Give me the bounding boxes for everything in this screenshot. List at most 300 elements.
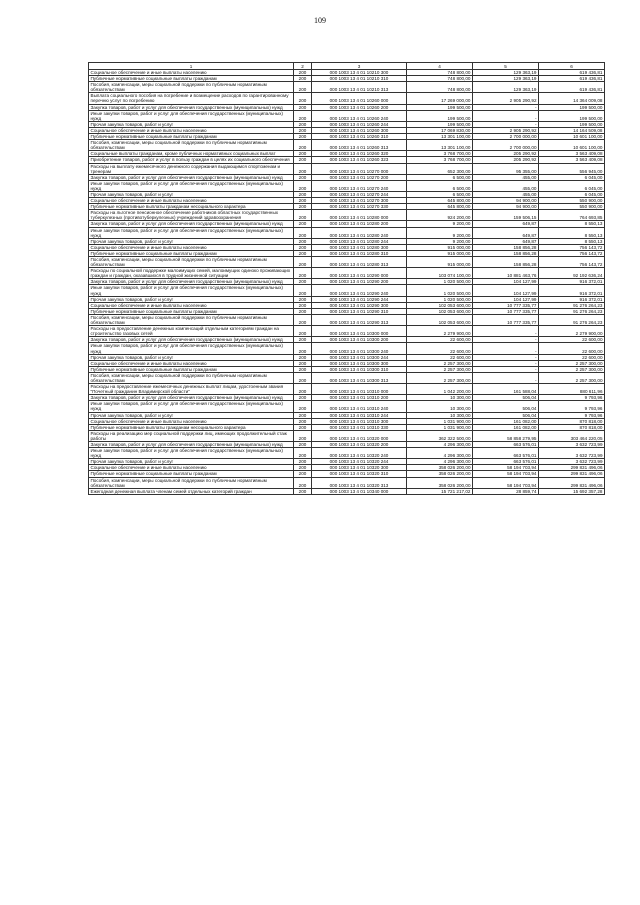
table-row	[89, 459, 605, 465]
row-ved-cell: 200	[294, 134, 312, 140]
row-remaining-cell: 9 793,96	[539, 412, 605, 418]
row-name-cell: Социальное обеспечение и иные выплаты населению	[89, 418, 294, 424]
row-name-cell: Пособия, компенсации, меры социальной поддержки по публичным нормативным обязательствам	[89, 477, 294, 488]
row-ved-cell: 200	[294, 354, 312, 360]
row-approved-cell: 645 800,00	[407, 198, 473, 204]
row-approved-cell: 1 042 200,00	[407, 384, 473, 395]
row-ved-cell: 200	[294, 285, 312, 296]
row-code-cell: 000 1003 13 4 01 10260 240	[312, 110, 407, 121]
row-code-cell: 000 1003 13 4 01 10270 200	[312, 174, 407, 180]
row-name-cell: Социальное обеспечение и иные выплаты населению	[89, 465, 294, 471]
row-name-cell: Расходы на выплату ежемесячного денежного содержания выдающимся спортсменам и тренерам	[89, 163, 294, 174]
row-code-cell: 000 1003 13 4 01 10290 313	[312, 314, 407, 325]
table-row	[89, 412, 605, 418]
row-approved-cell: 2 257 300,00	[407, 366, 473, 372]
table-row	[89, 127, 605, 133]
row-ved-cell: 200	[294, 488, 312, 494]
row-remaining-cell: 9 793,96	[539, 395, 605, 401]
row-code-cell: 000 1003 13 4 01 10260 310	[312, 134, 407, 140]
row-remaining-cell: 916 372,01	[539, 296, 605, 302]
row-remaining-cell: 6 045,00	[539, 191, 605, 197]
row-code-cell: 000 1003 13 4 01 10340 000	[312, 488, 407, 494]
row-executed-cell: 161 588,04	[473, 384, 539, 395]
row-ved-cell: 200	[294, 459, 312, 465]
row-name-cell: Социальное обеспечение и иные выплаты населению	[89, 70, 294, 76]
row-remaining-cell: 22 600,00	[539, 343, 605, 354]
table-row	[89, 384, 605, 395]
row-remaining-cell: 14 164 509,08	[539, 127, 605, 133]
row-ved-cell: 200	[294, 76, 312, 82]
table-row	[89, 302, 605, 308]
table-row	[89, 198, 605, 204]
row-approved-cell: 4 296 300,00	[407, 459, 473, 465]
row-approved-cell: 358 026 200,00	[407, 471, 473, 477]
row-name-cell: Закупка товаров, работ и услуг для обеспечения государственных (муниципальных) нужд	[89, 174, 294, 180]
table-row	[89, 191, 605, 197]
row-executed-cell: 663 576,01	[473, 442, 539, 448]
row-executed-cell: -	[473, 372, 539, 383]
row-ved-cell: 200	[294, 395, 312, 401]
table-row	[89, 442, 605, 448]
row-remaining-cell: 916 372,01	[539, 279, 605, 285]
table-row	[89, 140, 605, 151]
table-body	[89, 70, 605, 495]
row-approved-cell: 2 257 300,00	[407, 372, 473, 383]
row-name-cell: Прочая закупка товаров, работ и услуг	[89, 238, 294, 244]
row-name-cell: Публичные нормативные социальные выплаты гражданам	[89, 250, 294, 256]
row-name-cell: Закупка товаров, работ и услуг для обеспечения государственных (муниципальных) нужд	[89, 442, 294, 448]
row-name-cell: Иные закупки товаров, работ и услуг для обеспечения государственных (муниципальных) нужд	[89, 448, 294, 459]
row-name-cell: Иные закупки товаров, работ и услуг для обеспечения государственных (муниципальных) нужд	[89, 180, 294, 191]
row-executed-cell: 129 363,19	[473, 76, 539, 82]
row-remaining-cell: 91 276 264,23	[539, 308, 605, 314]
row-ved-cell: 200	[294, 477, 312, 488]
row-approved-cell: 915 000,00	[407, 244, 473, 250]
row-approved-cell: 4 296 300,00	[407, 442, 473, 448]
row-code-cell: 000 1003 13 4 01 10210 300	[312, 70, 407, 76]
row-code-cell: 000 1003 13 4 01 10310 244	[312, 412, 407, 418]
budget-execution-table	[88, 62, 605, 495]
row-ved-cell: 200	[294, 180, 312, 191]
row-name-cell: Расходы на льготное пенсионное обеспечение работников областных государственных туберкулезных (противотуберкулезных) учреждений здравоохранения	[89, 210, 294, 221]
row-remaining-cell: 8 550,13	[539, 221, 605, 227]
table-row	[89, 163, 605, 174]
row-code-cell: 000 1003 13 4 01 10260 244	[312, 121, 407, 127]
row-code-cell: 000 1003 13 4 01 10270 000	[312, 163, 407, 174]
row-executed-cell: 159 506,15	[473, 210, 539, 221]
row-name-cell: Прочая закупка товаров, работ и услуг	[89, 296, 294, 302]
row-name-cell: Закупка товаров, работ и услуг для обеспечения государственных (муниципальных) нужд	[89, 104, 294, 110]
row-approved-cell: 199 500,00	[407, 110, 473, 121]
table-row	[89, 82, 605, 93]
table-row	[89, 110, 605, 121]
row-code-cell: 000 1003 13 4 01 10260 300	[312, 127, 407, 133]
row-approved-cell: 13 301 100,00	[407, 140, 473, 151]
row-name-cell: Публичные нормативные социальные выплаты гражданам	[89, 366, 294, 372]
row-remaining-cell: 2 257 300,00	[539, 372, 605, 383]
row-approved-cell: 17 269 000,00	[407, 93, 473, 104]
row-remaining-cell: 870 818,00	[539, 424, 605, 430]
row-code-cell: 000 1003 13 4 01 10260 000	[312, 93, 407, 104]
row-code-cell: 000 1003 13 4 01 10300 300	[312, 360, 407, 366]
row-executed-cell: 104 127,99	[473, 296, 539, 302]
row-approved-cell: 9 200,00	[407, 238, 473, 244]
row-code-cell: 000 1003 13 4 01 10290 200	[312, 279, 407, 285]
row-ved-cell: 200	[294, 430, 312, 441]
row-ved-cell: 200	[294, 372, 312, 383]
row-name-cell: Публичные нормативные социальные выплаты гражданам	[89, 76, 294, 82]
row-name-cell: Пособия, компенсации, меры социальной поддержки по публичным нормативным обязательствам	[89, 140, 294, 151]
row-code-cell: 000 1003 13 4 01 10210 310	[312, 76, 407, 82]
row-executed-cell: 104 127,99	[473, 279, 539, 285]
row-code-cell: 000 1003 13 4 01 10310 240	[312, 401, 407, 412]
table-row	[89, 250, 605, 256]
row-executed-cell: 58 194 703,94	[473, 477, 539, 488]
row-code-cell: 000 1003 13 4 01 10270 330	[312, 204, 407, 210]
row-ved-cell: 200	[294, 121, 312, 127]
row-approved-cell: 9 200,00	[407, 221, 473, 227]
row-ved-cell: 200	[294, 448, 312, 459]
row-approved-cell: 199 500,00	[407, 121, 473, 127]
row-remaining-cell: 880 611,96	[539, 384, 605, 395]
row-ved-cell: 200	[294, 337, 312, 343]
row-code-cell: 000 1003 13 4 01 10260 320	[312, 151, 407, 157]
row-executed-cell: 58 858 279,95	[473, 430, 539, 441]
row-executed-cell: 649,87	[473, 227, 539, 238]
row-executed-cell: 205 290,92	[473, 151, 539, 157]
row-remaining-cell: 3 563 409,08	[539, 157, 605, 163]
page-number: 109	[314, 16, 326, 25]
table-row	[89, 424, 605, 430]
table-row	[89, 221, 605, 227]
row-executed-cell: 205 290,92	[473, 157, 539, 163]
row-approved-cell: 1 031 900,00	[407, 424, 473, 430]
table-row	[89, 401, 605, 412]
row-remaining-cell: 3 632 723,99	[539, 448, 605, 459]
row-code-cell: 000 1003 13 4 01 10300 313	[312, 372, 407, 383]
row-code-cell: 000 1003 13 4 01 10290 244	[312, 296, 407, 302]
row-approved-cell: 915 000,00	[407, 250, 473, 256]
row-ved-cell: 200	[294, 302, 312, 308]
row-code-cell: 000 1003 13 4 01 10260 313	[312, 140, 407, 151]
row-approved-cell: 1 031 900,00	[407, 418, 473, 424]
column-header: 6	[539, 63, 605, 70]
row-code-cell: 000 1003 13 4 01 10280 244	[312, 238, 407, 244]
row-remaining-cell: 14 364 009,08	[539, 93, 605, 104]
row-approved-cell: 22 600,00	[407, 354, 473, 360]
row-executed-cell: 158 856,28	[473, 250, 539, 256]
row-executed-cell: 94 900,00	[473, 204, 539, 210]
row-ved-cell: 200	[294, 198, 312, 204]
row-ved-cell: 200	[294, 93, 312, 104]
row-ved-cell: 200	[294, 401, 312, 412]
row-executed-cell: 455,00	[473, 174, 539, 180]
row-remaining-cell: 91 276 264,23	[539, 302, 605, 308]
row-remaining-cell: 3 563 409,08	[539, 151, 605, 157]
row-ved-cell: 200	[294, 366, 312, 372]
row-ved-cell: 200	[294, 227, 312, 238]
row-remaining-cell: 9 793,96	[539, 401, 605, 412]
row-code-cell: 000 1003 13 4 01 10280 200	[312, 221, 407, 227]
table-row	[89, 448, 605, 459]
row-approved-cell: 9 200,00	[407, 227, 473, 238]
row-name-cell: Расходы на предоставление ежемесячных денежных выплат лицам, удостоенным звания "Почетный гражданин Владимирской области"	[89, 384, 294, 395]
row-ved-cell: 200	[294, 471, 312, 477]
row-approved-cell: 2 257 300,00	[407, 360, 473, 366]
table-row	[89, 285, 605, 296]
row-remaining-cell: 199 500,00	[539, 104, 605, 110]
row-ved-cell: 200	[294, 308, 312, 314]
column-header: 4	[407, 63, 473, 70]
row-ved-cell: 200	[294, 110, 312, 121]
row-remaining-cell: 764 693,85	[539, 210, 605, 221]
row-executed-cell: 104 127,99	[473, 285, 539, 296]
row-ved-cell: 200	[294, 104, 312, 110]
row-approved-cell: 645 800,00	[407, 204, 473, 210]
row-remaining-cell: 6 045,00	[539, 180, 605, 191]
row-approved-cell: 924 200,00	[407, 210, 473, 221]
row-ved-cell: 200	[294, 174, 312, 180]
table-row	[89, 70, 605, 76]
row-approved-cell: 13 301 100,00	[407, 134, 473, 140]
row-ved-cell: 200	[294, 424, 312, 430]
row-approved-cell: 6 500,00	[407, 180, 473, 191]
row-remaining-cell: 619 436,81	[539, 76, 605, 82]
row-code-cell: 000 1003 13 4 01 10320 244	[312, 459, 407, 465]
row-approved-cell: 358 026 200,00	[407, 465, 473, 471]
row-remaining-cell: 3 632 723,99	[539, 442, 605, 448]
row-remaining-cell: 3 632 723,99	[539, 459, 605, 465]
row-remaining-cell: 556 945,00	[539, 163, 605, 174]
row-ved-cell: 200	[294, 412, 312, 418]
row-ved-cell: 200	[294, 221, 312, 227]
row-code-cell: 000 1003 13 4 01 10300 244	[312, 354, 407, 360]
row-code-cell: 000 1003 13 4 01 10310 200	[312, 395, 407, 401]
row-code-cell: 000 1003 13 4 01 10280 310	[312, 250, 407, 256]
row-approved-cell: 748 800,00	[407, 76, 473, 82]
table-row	[89, 418, 605, 424]
row-name-cell: Прочая закупка товаров, работ и услуг	[89, 459, 294, 465]
row-name-cell: Пособия, компенсации, меры социальной поддержки по публичным нормативным обязательствам	[89, 314, 294, 325]
row-executed-cell: 649,87	[473, 238, 539, 244]
row-name-cell: Иные закупки товаров, работ и услуг для обеспечения государственных (муниципальных) нужд	[89, 343, 294, 354]
row-name-cell: Публичные нормативные выплаты гражданам несоциального характера	[89, 204, 294, 210]
row-executed-cell: 10 777 335,77	[473, 308, 539, 314]
row-executed-cell: 158 856,28	[473, 244, 539, 250]
row-remaining-cell: 22 600,00	[539, 354, 605, 360]
row-remaining-cell: 22 600,00	[539, 337, 605, 343]
row-name-cell: Иные закупки товаров, работ и услуг для обеспечения государственных (муниципальных) нужд	[89, 401, 294, 412]
row-executed-cell: -	[473, 366, 539, 372]
row-remaining-cell: 6 045,00	[539, 174, 605, 180]
row-approved-cell: 22 600,00	[407, 343, 473, 354]
row-remaining-cell: 299 831 496,06	[539, 465, 605, 471]
row-remaining-cell: 756 143,72	[539, 257, 605, 268]
row-name-cell: Ежегодная денежная выплата членам семей отдельных категорий граждан	[89, 488, 294, 494]
table-row	[89, 227, 605, 238]
row-remaining-cell: 8 550,13	[539, 227, 605, 238]
table-row	[89, 180, 605, 191]
row-executed-cell: 506,04	[473, 401, 539, 412]
row-name-cell: Прочая закупка товаров, работ и услуг	[89, 412, 294, 418]
row-approved-cell: 103 074 100,00	[407, 268, 473, 279]
row-executed-cell: 94 900,00	[473, 198, 539, 204]
row-ved-cell: 200	[294, 244, 312, 250]
table-row	[89, 210, 605, 221]
row-ved-cell: 200	[294, 191, 312, 197]
row-ved-cell: 200	[294, 250, 312, 256]
row-executed-cell: 10 881 463,76	[473, 268, 539, 279]
table-row	[89, 308, 605, 314]
row-remaining-cell: 199 500,00	[539, 110, 605, 121]
row-remaining-cell: 756 143,72	[539, 250, 605, 256]
row-remaining-cell: 2 257 300,00	[539, 366, 605, 372]
row-remaining-cell: 303 464 220,05	[539, 430, 605, 441]
row-name-cell: Пособия, компенсации, меры социальной поддержки по публичным нормативным обязательствам	[89, 257, 294, 268]
table-row	[89, 134, 605, 140]
row-executed-cell: 2 700 000,00	[473, 134, 539, 140]
row-remaining-cell: 91 276 264,23	[539, 314, 605, 325]
row-name-cell: Публичные нормативные социальные выплаты гражданам	[89, 308, 294, 314]
row-code-cell: 000 1003 13 4 01 10300 000	[312, 326, 407, 337]
row-remaining-cell: 756 143,72	[539, 244, 605, 250]
row-ved-cell: 200	[294, 314, 312, 325]
row-executed-cell: 28 859,74	[473, 488, 539, 494]
row-code-cell: 000 1003 13 4 01 10300 310	[312, 366, 407, 372]
row-executed-cell: -	[473, 104, 539, 110]
row-name-cell: Приобретение товаров, работ и услуг в пользу граждан в целях их социального обеспечения	[89, 157, 294, 163]
row-code-cell: 000 1003 13 4 01 10260 200	[312, 104, 407, 110]
row-approved-cell: 10 300,00	[407, 401, 473, 412]
row-ved-cell: 200	[294, 384, 312, 395]
row-name-cell: Социальное обеспечение и иные выплаты населению	[89, 360, 294, 366]
row-code-cell: 000 1003 13 4 01 10290 240	[312, 285, 407, 296]
row-remaining-cell: 550 900,00	[539, 198, 605, 204]
row-code-cell: 000 1003 13 4 01 10290 000	[312, 268, 407, 279]
row-name-cell: Публичные нормативные социальные выплаты гражданам	[89, 471, 294, 477]
row-executed-cell: 10 777 335,77	[473, 314, 539, 325]
row-executed-cell: 129 363,19	[473, 82, 539, 93]
row-name-cell: Социальные выплаты гражданам, кроме публичных нормативных социальных выплат	[89, 151, 294, 157]
row-approved-cell: 748 800,00	[407, 70, 473, 76]
row-executed-cell: 129 363,19	[473, 70, 539, 76]
row-executed-cell: 2 905 290,92	[473, 93, 539, 104]
row-ved-cell: 200	[294, 82, 312, 93]
row-code-cell: 000 1003 13 4 01 10310 330	[312, 424, 407, 430]
row-code-cell: 000 1003 13 4 01 10320 313	[312, 477, 407, 488]
row-approved-cell: 748 800,00	[407, 82, 473, 93]
table-row	[89, 314, 605, 325]
row-name-cell: Пособия, компенсации, меры социальной поддержки по публичным нормативным обязательствам	[89, 82, 294, 93]
row-ved-cell: 200	[294, 157, 312, 163]
row-ved-cell: 200	[294, 151, 312, 157]
row-executed-cell: 58 194 703,94	[473, 471, 539, 477]
row-remaining-cell: 916 372,01	[539, 285, 605, 296]
table-row	[89, 257, 605, 268]
row-name-cell: Социальное обеспечение и иные выплаты населению	[89, 127, 294, 133]
row-name-cell: Пособия, компенсации, меры социальной поддержки по публичным нормативным обязательствам	[89, 372, 294, 383]
row-ved-cell: 200	[294, 279, 312, 285]
row-approved-cell: 652 300,00	[407, 163, 473, 174]
row-executed-cell: 161 082,00	[473, 418, 539, 424]
row-code-cell: 000 1003 13 4 01 10290 300	[312, 302, 407, 308]
row-code-cell: 000 1003 13 4 01 10280 300	[312, 244, 407, 250]
row-name-cell: Публичные нормативные социальные выплаты гражданам	[89, 134, 294, 140]
table-row	[89, 326, 605, 337]
row-code-cell: 000 1003 13 4 01 10280 240	[312, 227, 407, 238]
row-executed-cell: -	[473, 121, 539, 127]
row-code-cell: 000 1003 13 4 01 10320 300	[312, 465, 407, 471]
table-row	[89, 268, 605, 279]
row-remaining-cell: 2 257 300,00	[539, 360, 605, 366]
column-header: 5	[473, 63, 539, 70]
row-name-cell: Расходы на предоставление денежных компенсаций отдельным категориям граждан на строительство газовых сетей	[89, 326, 294, 337]
row-name-cell: Социальное обеспечение и иные выплаты населению	[89, 198, 294, 204]
table-row	[89, 279, 605, 285]
row-executed-cell: 161 082,00	[473, 424, 539, 430]
row-executed-cell: 506,04	[473, 395, 539, 401]
row-executed-cell: 2 700 000,00	[473, 140, 539, 151]
row-name-cell: Публичные нормативные выплаты гражданам несоциального характера	[89, 424, 294, 430]
table-row	[89, 157, 605, 163]
table-row	[89, 477, 605, 488]
row-name-cell: Прочая закупка товаров, работ и услуг	[89, 354, 294, 360]
row-executed-cell: -	[473, 110, 539, 121]
table-row	[89, 465, 605, 471]
table-row	[89, 488, 605, 494]
row-executed-cell: 663 576,01	[473, 448, 539, 459]
row-code-cell: 000 1003 13 4 01 10270 244	[312, 191, 407, 197]
row-approved-cell: 1 020 500,00	[407, 285, 473, 296]
table-row	[89, 204, 605, 210]
row-name-cell: Прочая закупка товаров, работ и услуг	[89, 121, 294, 127]
row-approved-cell: 3 768 700,00	[407, 157, 473, 163]
row-code-cell: 000 1003 13 4 01 10310 300	[312, 418, 407, 424]
table-row	[89, 93, 605, 104]
row-ved-cell: 200	[294, 140, 312, 151]
column-header: 2	[294, 63, 312, 70]
row-executed-cell: 95 355,00	[473, 163, 539, 174]
row-approved-cell: 6 500,00	[407, 191, 473, 197]
row-remaining-cell: 619 436,81	[539, 70, 605, 76]
row-name-cell: Социальное обеспечение и иные выплаты населению	[89, 302, 294, 308]
row-ved-cell: 200	[294, 257, 312, 268]
row-code-cell: 000 1003 13 4 01 10320 240	[312, 448, 407, 459]
row-remaining-cell: 15 692 357,28	[539, 488, 605, 494]
table-row	[89, 174, 605, 180]
row-code-cell: 000 1003 13 4 01 10320 000	[312, 430, 407, 441]
row-executed-cell: -	[473, 360, 539, 366]
row-executed-cell: 10 777 335,77	[473, 302, 539, 308]
row-name-cell: Расходы на реализацию мер социальной поддержки лиц, имеющих продолжительный стаж работы	[89, 430, 294, 441]
table-row	[89, 238, 605, 244]
row-remaining-cell: 870 818,00	[539, 418, 605, 424]
table-row	[89, 471, 605, 477]
row-code-cell: 000 1003 13 4 01 10310 000	[312, 384, 407, 395]
row-name-cell: Выплата социального пособия на погребение и возмещение расходов по гарантированному перечню услуг по погребению	[89, 93, 294, 104]
row-name-cell: Иные закупки товаров, работ и услуг для обеспечения государственных (муниципальных) нужд	[89, 285, 294, 296]
row-executed-cell: -	[473, 354, 539, 360]
row-executed-cell: 649,87	[473, 221, 539, 227]
row-code-cell: 000 1003 13 4 01 10320 200	[312, 442, 407, 448]
row-code-cell: 000 1003 13 4 01 10280 000	[312, 210, 407, 221]
row-approved-cell: 4 296 300,00	[407, 448, 473, 459]
row-ved-cell: 200	[294, 326, 312, 337]
row-ved-cell: 200	[294, 296, 312, 302]
row-code-cell: 000 1003 13 4 01 10210 313	[312, 82, 407, 93]
row-ved-cell: 200	[294, 360, 312, 366]
row-name-cell: Расходы по социальной поддержке малоимущих семей, малоимущих одиноко проживающих граждан и граждан, оказавшихся в трудной жизненной ситуации	[89, 268, 294, 279]
